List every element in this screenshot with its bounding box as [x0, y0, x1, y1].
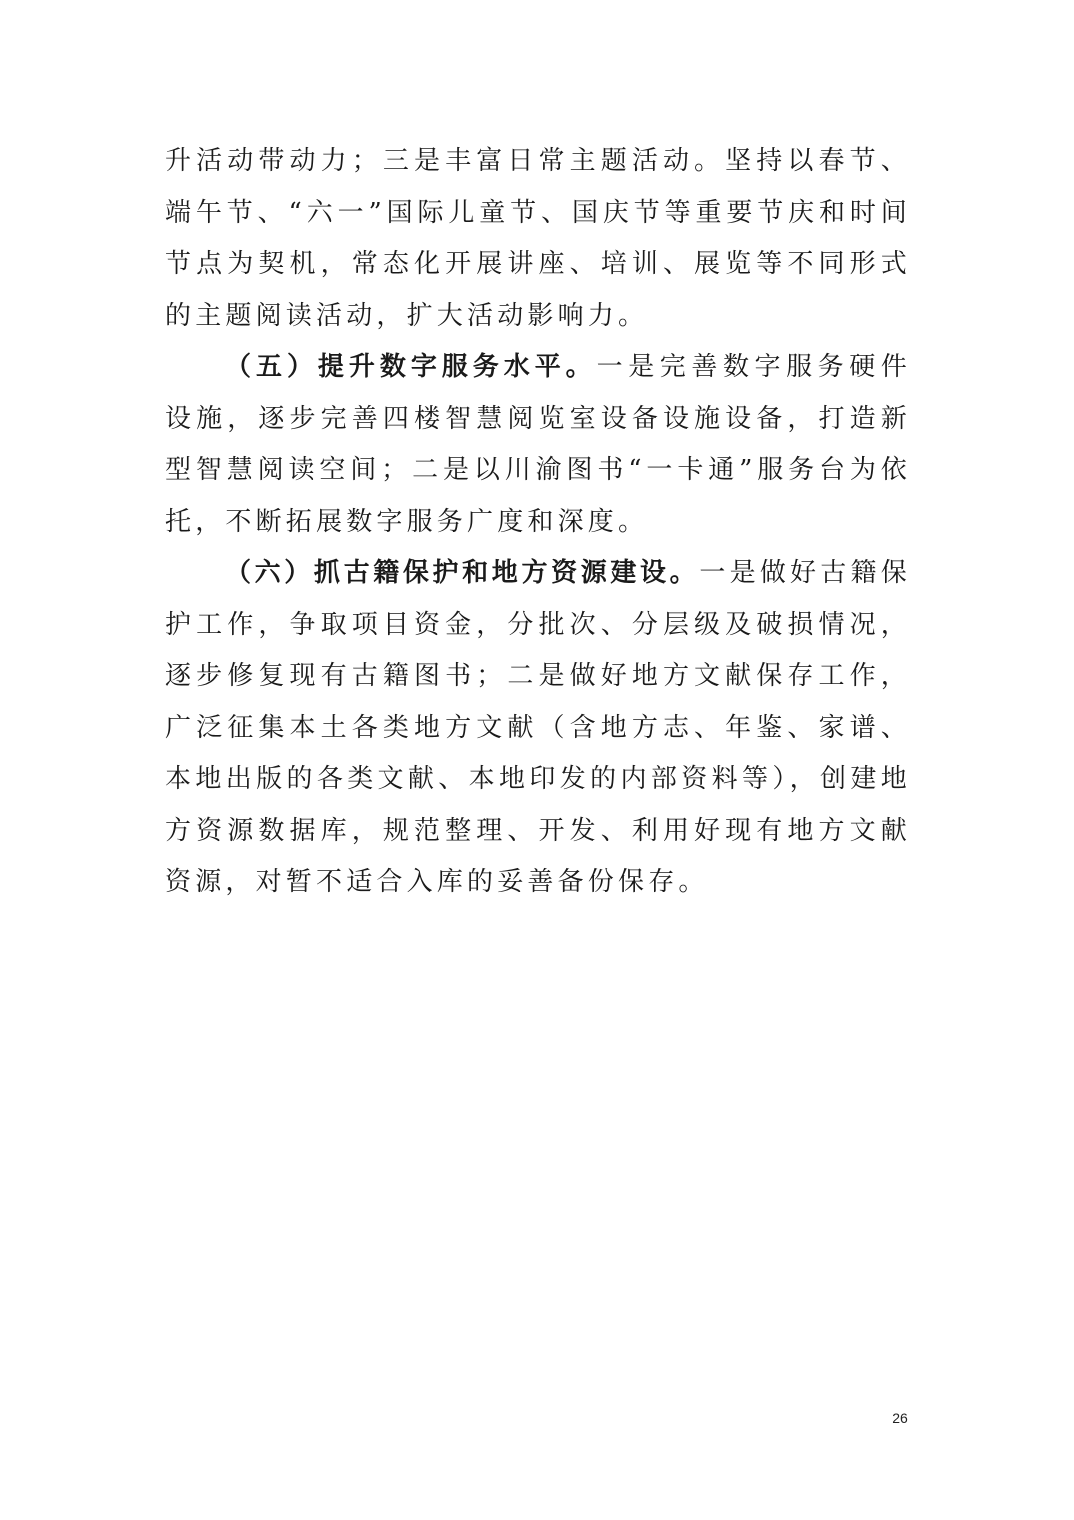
paragraph-text: 升活动带动力；三是丰富日常主题活动。坚持以春节、端午节、“六一”国际儿童节、国庆节等重要节庆和时间节点为契机，常态化开展讲座、培训、展览等不同形式的主题阅读活动，扩大活动影响力。: [165, 146, 911, 331]
paragraph-text: 一是完善数字服务硬件设施，逐步完善四楼智慧阅览室设备设施设备，打造新型智慧阅读空间；二是以川渝图书“一卡通”服务台为依托，不断拓展数字服务广度和深度。: [165, 352, 911, 537]
paragraph-text: 一是做好古籍保护工作，争取项目资金，分批次、分层级及破损情况，逐步修复现有古籍图书；二是做好地方文献保存工作，广泛征集本土各类地方文献（含地方志、年鉴、家谱、本地出版的各类文献、本地印发的内部资料等），创建地方资源数据库，规范整理、开发、利用好现有地方文献资源，对暂不适合入库的妥善备份保存。: [165, 558, 911, 897]
section-heading: （五）提升数字服务水平。: [225, 352, 597, 382]
paragraph-continuation: [165, 136, 911, 342]
paragraph-section-6: [165, 548, 911, 909]
paragraph-section-5: [165, 342, 911, 548]
page-number: 26: [892, 1410, 908, 1426]
body-text: [165, 136, 911, 909]
section-heading: （六）抓古籍保护和地方资源建设。: [225, 558, 700, 588]
